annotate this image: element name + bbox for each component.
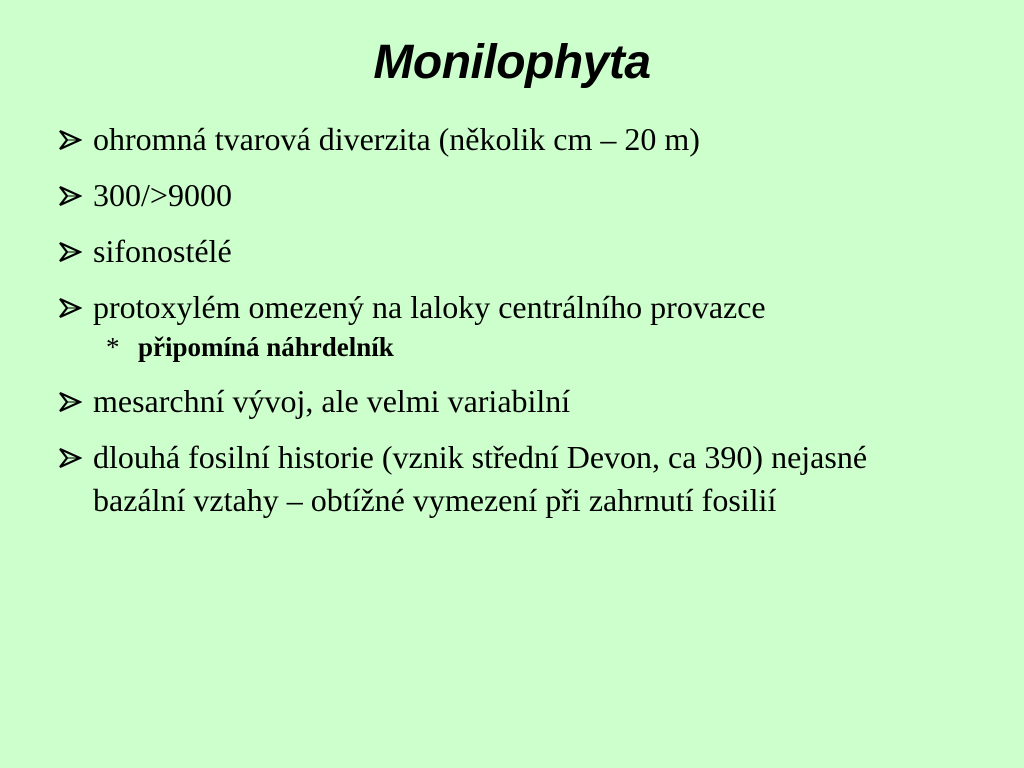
- arrow-bullet-icon: [58, 129, 82, 151]
- bullet-item: [58, 174, 958, 217]
- arrow-bullet-icon: [58, 391, 82, 413]
- bullet-item: [58, 380, 958, 423]
- bullet-list: [58, 118, 958, 535]
- bullet-item: [58, 230, 958, 273]
- bullet-text: protoxylém omezený na laloky centrálního provazce: [93, 289, 766, 325]
- arrow-bullet-icon: [58, 185, 82, 207]
- arrow-bullet-icon: [58, 447, 82, 469]
- bullet-item: [58, 286, 958, 329]
- sub-bullet-marker: *: [106, 332, 120, 362]
- bullet-item: [58, 436, 958, 522]
- sub-bullet-text: připomíná náhrdelník: [138, 332, 394, 362]
- bullet-text: ohromná tvarová diverzita (několik cm – 20 m): [93, 121, 700, 157]
- arrow-bullet-icon: [58, 297, 82, 319]
- bullet-text: 300/>9000: [93, 177, 232, 213]
- bullet-text: dlouhá fosilní historie (vznik střední Devon, ca 390) nejasné bazální vztahy – obtížné vymezení při zahrnutí fosilií: [93, 439, 868, 518]
- slide-title: Monilophyta: [373, 36, 651, 89]
- sub-bullet-item: [58, 329, 958, 365]
- arrow-bullet-icon: [58, 241, 82, 263]
- bullet-text: mesarchní vývoj, ale velmi variabilní: [93, 383, 571, 419]
- bullet-item: [58, 118, 958, 161]
- bullet-text: sifonostélé: [93, 233, 232, 269]
